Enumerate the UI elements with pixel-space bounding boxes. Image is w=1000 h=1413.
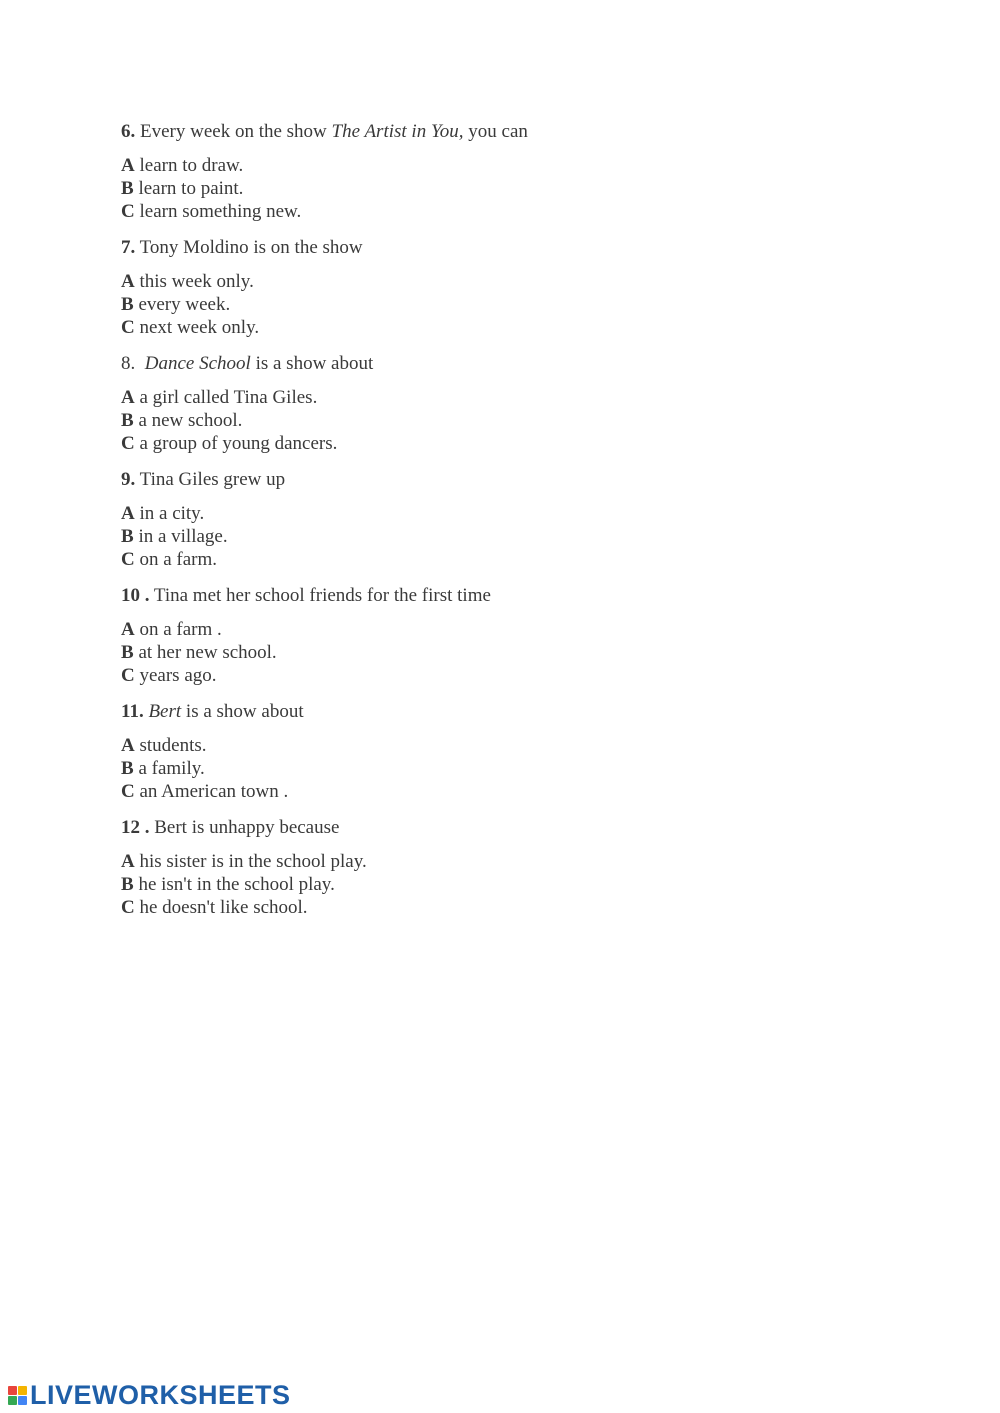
question-block — [121, 118, 881, 223]
answer-option-c — [121, 664, 881, 687]
option-text: learn to draw. — [134, 155, 244, 176]
answer-option-c — [121, 316, 881, 339]
option-text: a new school. — [133, 410, 243, 431]
worksheet-page — [121, 118, 881, 930]
answer-option-c — [121, 432, 881, 455]
question-text-end: you can — [463, 121, 528, 142]
answer-option-b — [121, 293, 881, 316]
answer-option-a — [121, 386, 881, 409]
question-number: 9. — [121, 469, 136, 490]
answer-options — [121, 734, 881, 803]
question-block — [121, 582, 881, 687]
answer-option-a — [121, 502, 881, 525]
question-stem — [121, 118, 881, 146]
question-stem — [121, 582, 881, 610]
answer-options — [121, 502, 881, 571]
option-letter: C — [121, 201, 135, 222]
option-letter: A — [121, 387, 135, 408]
option-letter: A — [121, 271, 135, 292]
option-text: years ago. — [134, 665, 217, 686]
question-text: Tina met her school friends for the first time — [149, 585, 491, 606]
question-stem — [121, 350, 881, 378]
option-letter: A — [121, 503, 135, 524]
option-text: learn something new. — [134, 201, 302, 222]
option-letter: B — [121, 410, 134, 431]
question-number: 6. — [121, 121, 136, 142]
option-text: his sister is in the school play. — [134, 851, 367, 872]
option-text: students. — [134, 735, 207, 756]
option-letter: C — [121, 781, 135, 802]
answer-option-a — [121, 154, 881, 177]
question-stem — [121, 814, 881, 842]
question-text-end: is a show about — [181, 701, 304, 722]
option-text: an American town . — [134, 781, 289, 802]
option-text: in a city. — [134, 503, 205, 524]
answer-option-a — [121, 850, 881, 873]
answer-option-c — [121, 896, 881, 919]
question-block — [121, 466, 881, 571]
question-text: Bert is unhappy because — [149, 817, 340, 838]
question-block — [121, 698, 881, 803]
question-text-end: is a show about — [250, 353, 374, 374]
option-text: at her new school. — [133, 642, 277, 663]
option-text: on a farm. — [134, 549, 218, 570]
option-text: this week only. — [134, 271, 254, 292]
option-letter: B — [121, 294, 134, 315]
question-number: 8. — [121, 353, 136, 374]
answer-option-c — [121, 200, 881, 223]
logo-tile — [8, 1396, 17, 1405]
answer-options — [121, 386, 881, 455]
liveworksheets-logo-icon — [8, 1386, 27, 1405]
answer-option-a — [121, 734, 881, 757]
answer-option-b — [121, 409, 881, 432]
question-number: 7. — [121, 237, 136, 258]
option-letter: B — [121, 758, 134, 779]
option-text: he isn't in the school play. — [133, 874, 335, 895]
answer-options — [121, 154, 881, 223]
logo-tile — [18, 1396, 27, 1405]
option-letter: C — [121, 665, 135, 686]
option-letter: B — [121, 178, 134, 199]
liveworksheets-footer — [8, 1380, 291, 1410]
show-title: Bert — [148, 701, 182, 722]
option-letter: A — [121, 155, 135, 176]
question-stem — [121, 698, 881, 726]
option-text: learn to paint. — [133, 178, 244, 199]
option-letter: A — [121, 735, 135, 756]
question-stem — [121, 234, 881, 262]
question-number: 11. — [121, 701, 144, 722]
option-text: a girl called Tina Giles. — [134, 387, 318, 408]
question-block — [121, 814, 881, 919]
question-number: 12 . — [121, 817, 150, 838]
show-title: The Artist in You, — [331, 121, 464, 142]
option-text: next week only. — [134, 317, 260, 338]
option-text: on a farm . — [134, 619, 222, 640]
liveworksheets-logo-text: LIVEWORKSHEETS — [30, 1379, 291, 1410]
answer-option-b — [121, 873, 881, 896]
answer-options — [121, 270, 881, 339]
answer-option-b — [121, 177, 881, 200]
option-letter: C — [121, 897, 135, 918]
question-text: Tony Moldino is on the show — [135, 237, 363, 258]
option-letter: C — [121, 317, 135, 338]
option-letter: B — [121, 642, 134, 663]
option-letter: C — [121, 433, 135, 454]
answer-options — [121, 850, 881, 919]
logo-tile — [8, 1386, 17, 1395]
answer-option-b — [121, 757, 881, 780]
question-block — [121, 350, 881, 455]
option-letter: B — [121, 526, 134, 547]
answer-options — [121, 618, 881, 687]
question-text — [135, 353, 145, 374]
answer-option-b — [121, 525, 881, 548]
answer-option-a — [121, 270, 881, 293]
question-text: Tina Giles grew up — [135, 469, 286, 490]
question-block — [121, 234, 881, 339]
option-text: in a village. — [133, 526, 228, 547]
question-stem — [121, 466, 881, 494]
answer-option-c — [121, 780, 881, 803]
option-letter: A — [121, 851, 135, 872]
answer-option-a — [121, 618, 881, 641]
show-title: Dance School — [144, 353, 251, 374]
option-text: every week. — [133, 294, 231, 315]
answer-option-c — [121, 548, 881, 571]
question-text: Every week on the show — [135, 121, 332, 142]
question-number: 10 . — [121, 585, 150, 606]
option-text: a group of young dancers. — [134, 433, 338, 454]
logo-tile — [18, 1386, 27, 1395]
option-text: a family. — [133, 758, 205, 779]
option-letter: A — [121, 619, 135, 640]
option-text: he doesn't like school. — [134, 897, 308, 918]
answer-option-b — [121, 641, 881, 664]
option-letter: B — [121, 874, 134, 895]
option-letter: C — [121, 549, 135, 570]
